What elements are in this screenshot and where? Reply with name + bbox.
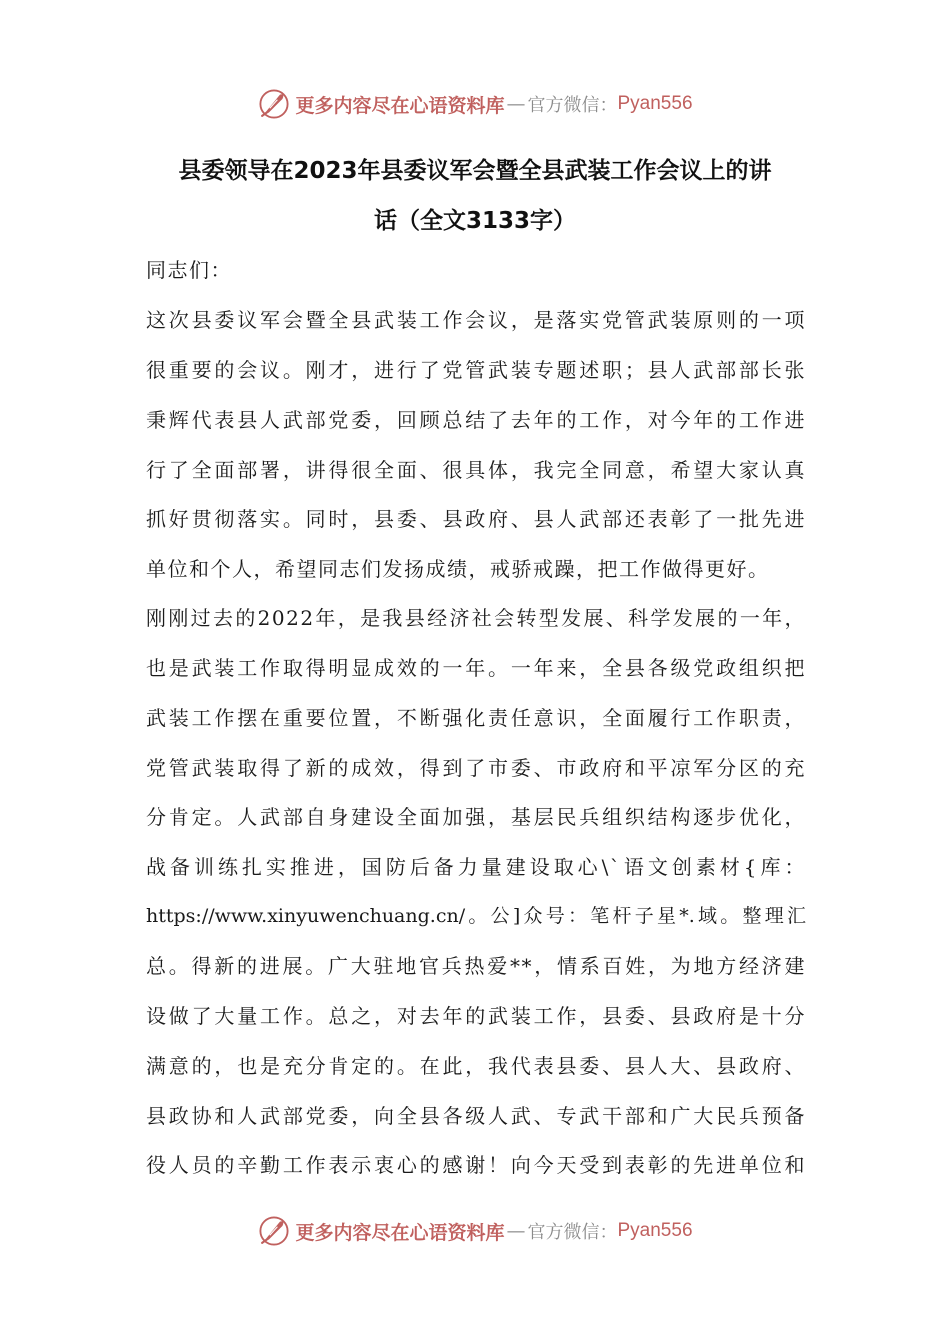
- banner-sub-text: 官方微信：: [527, 1222, 618, 1243]
- body-line: 这次县委议军会暨全县武装工作会议，是落实党管武装原则的一项: [146, 308, 806, 332]
- body-line: 总。得新的进展。广大驻地官兵热爱**，情系百姓，为地方经济建: [146, 954, 806, 978]
- banner-dash: —: [506, 93, 526, 115]
- body-line: 秉辉代表县人武部党委，回顾总结了去年的工作，对今年的工作进: [146, 408, 806, 432]
- banner-sub-text: 官方微信：: [527, 95, 618, 116]
- banner-wechat-id: Pyan556: [617, 93, 693, 114]
- body-line: 设做了大量工作。总之，对去年的武装工作，县委、县政府是十分: [146, 1004, 806, 1028]
- salutation: 同志们：: [146, 258, 232, 282]
- body-line-url: https://www.xinyuwenchuang.cn/。公]众号：笔杆子星*.域。整理汇: [146, 905, 806, 927]
- body-line: 武装工作摆在重要位置，不断强化责任意识，全面履行工作职责，: [146, 706, 806, 730]
- body-line: 战备训练扎实推进，国防后备力量建设取心\`语文创素材{库：: [146, 855, 806, 879]
- banner-main-text: 更多内容尽在心语资料库: [295, 94, 505, 117]
- quill-pen-logo-icon: [257, 1214, 291, 1248]
- body-line: 也是武装工作取得明显成效的一年。一年来，全县各级党政组织把: [146, 656, 806, 680]
- body-line: 满意的，也是充分肯定的。在此，我代表县委、县人大、县政府、: [146, 1054, 806, 1078]
- quill-pen-logo-icon: [257, 87, 291, 121]
- body-line: 县政协和人武部党委，向全县各级人武、专武干部和广大民兵预备: [146, 1104, 806, 1128]
- body-line: 很重要的会议。刚才，进行了党管武装专题述职；县人武部部长张: [146, 358, 806, 382]
- body-line: 行了全面部署，讲得很全面、很具体，我完全同意，希望大家认真: [146, 458, 806, 482]
- banner-wechat-id: Pyan556: [617, 1220, 693, 1241]
- body-line: 单位和个人，希望同志们发扬成绩，戒骄戒躁，把工作做得更好。: [146, 557, 770, 581]
- header-banner: [0, 84, 950, 124]
- body-line: 役人员的辛勤工作表示衷心的感谢！向今天受到表彰的先进单位和: [146, 1153, 806, 1177]
- body-line: 党管武装取得了新的成效，得到了市委、市政府和平凉军分区的充: [146, 756, 806, 780]
- body-line: 分肯定。人武部自身建设全面加强，基层民兵组织结构逐步优化，: [146, 805, 806, 829]
- body-line: 抓好贯彻落实。同时，县委、县政府、县人武部还表彰了一批先进: [146, 507, 806, 531]
- footer-banner: [0, 1211, 950, 1251]
- banner-dash: —: [506, 1220, 526, 1242]
- document-title-line-2: 话（全文3133字）: [373, 208, 576, 234]
- banner-main-text: 更多内容尽在心语资料库: [295, 1221, 505, 1244]
- body-line: 刚刚过去的2022年，是我县经济社会转型发展、科学发展的一年，: [146, 606, 806, 630]
- document-title-line-1: 县委领导在2023年县委议军会暨全县武装工作会议上的讲: [178, 158, 772, 184]
